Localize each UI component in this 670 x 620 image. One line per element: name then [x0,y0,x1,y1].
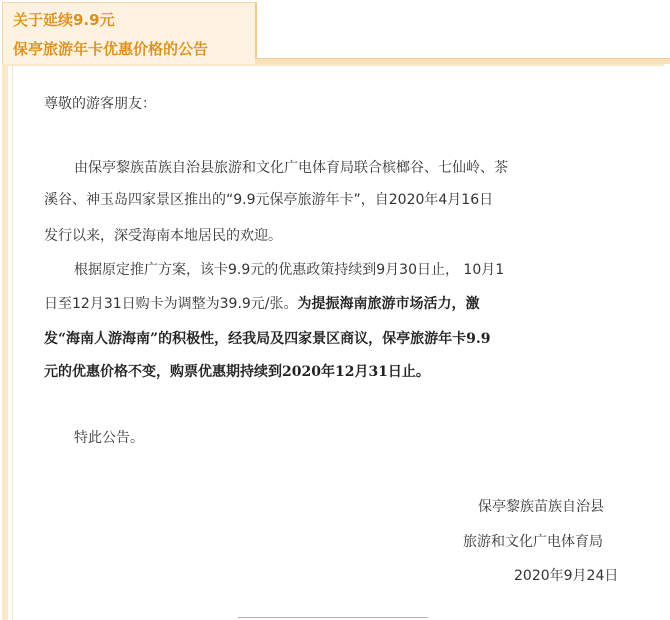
notice-title-line-2: 保亭旅游年卡优惠价格的公告 [13,40,209,58]
paragraph-2-line-2-normal: 日至12月31日购卡为调整为39.9元/张。 [44,296,298,312]
notice-title-tab [2,2,257,64]
paragraph-2-line-2 [44,294,480,314]
signature-line-2: 旅游和文化广电体育局 [463,534,603,550]
paragraph-2-line-2-bold: 为提振海南旅游市场活力，激 [297,296,480,312]
notice-closing: 特此公告。 [74,430,144,446]
signature-line-1: 保亭黎族苗族自治县 [478,499,604,515]
bottom-divider [238,617,428,618]
notice-title-line-1: 关于延续9.9元 [13,11,115,29]
notice-greeting: 尊敬的游客朋友： [44,96,156,112]
paragraph-1-line-2: 溪谷、神玉岛四家景区推出的“9.9元保亭旅游年卡”，自2020年4月16日 [44,192,494,208]
paragraph-1-line-3: 发行以来，深受海南本地居民的欢迎。 [44,228,282,244]
paragraph-2-line-3: 发“海南人游海南”的积极性，经我局及四家景区商议，保亭旅游年卡9.9 [44,331,491,347]
notice-date: 2020年9月24日 [514,568,619,584]
paragraph-2-line-1: 根据原定推广方案，该卡9.9元的优惠政策持续到9月30日止， 10月1 [74,262,505,278]
paragraph-1-line-1: 由保亭黎族苗族自治县旅游和文化广电体育局联合槟榔谷、七仙岭、茶 [74,160,508,176]
panel-inner-border [12,64,13,620]
paragraph-2-line-4: 元的优惠价格不变，购票优惠期持续到2020年12月31日止。 [44,364,430,380]
header-divider-line [255,58,670,59]
